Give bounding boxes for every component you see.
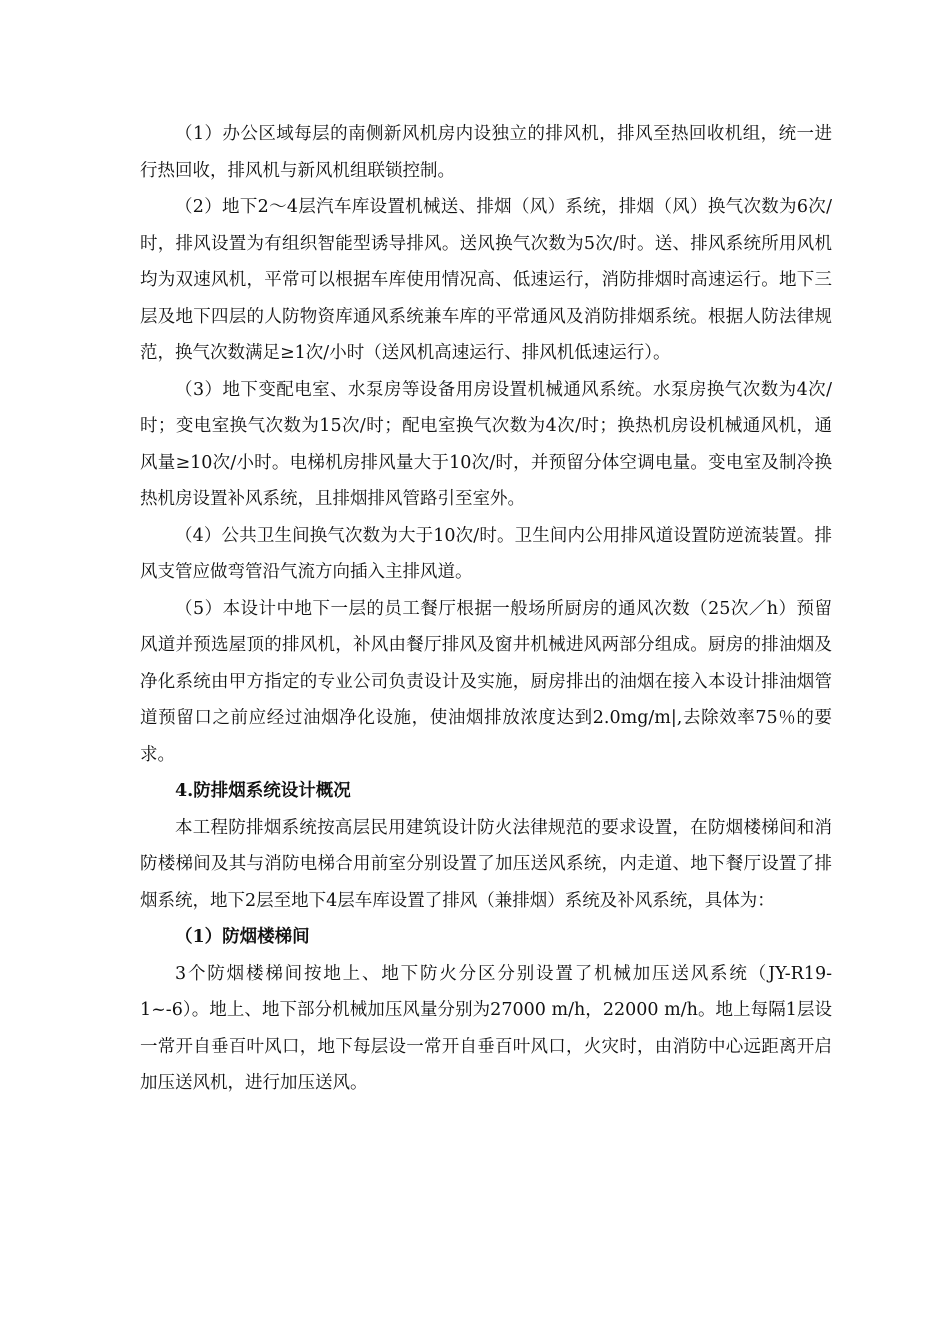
section-heading-smoke-control: 4.防排烟系统设计概况 xyxy=(175,781,351,801)
paragraph-equipment-rooms: （3）地下变配电室、水泵房等设备用房设置机械通风系统。水泵房换气次数为4次/时；变电室换气次数为15次/时；配电室换气次数为4次/时；换热机房设机械通风机，通风量≥10次/小时。电梯机房排风量大于10次/时，并预留分体空调电量。变电室及制冷换热机房设置补风系统，且排烟排风管路引至室外。 xyxy=(140,379,832,509)
paragraph-staff-canteen: （5）本设计中地下一层的员工餐厅根据一般场所厨房的通风次数（25次／h）预留风道并预选屋顶的排风机，补风由餐厅排风及窗井机械进风两部分组成。厨房的排油烟及净化系统由甲方指定的专业公司负责设计及实施，厨房排出的油烟在接入本设计排油烟管道预留口之前应经过油烟净化设施，使油烟排放浓度达到2.0mg/m|,去除效率75％的要求。 xyxy=(140,598,832,765)
subheading-smoke-stairwell: （1）防烟楼梯间 xyxy=(175,927,310,947)
paragraph-garage-ventilation: （2）地下2～4层汽车库设置机械送、排烟（风）系统，排烟（风）换气次数为6次/时，排风设置为有组织智能型诱导排风。送风换气次数为5次/时。送、排风系统所用风机均为双速风机，平常可以根据车库使用情况高、低速运行，消防排烟时高速运行。地下三层及地下四层的人防物资库通风系统兼车库的平常通风及消防排烟系统。根据人防法律规范，换气次数满足≥1次/小时（送风机高速运行、排风机低速运行）。 xyxy=(140,197,832,363)
paragraph-stairwell-pressurization: 3个防烟楼梯间按地上、地下防火分区分别设置了机械加压送风系统（JY-R19-1~-6）。地上、地下部分机械加压风量分别为27000 m/h，22000 m/h。地上每隔1层设一常开自垂百叶风口，地下每层设一常开自垂百叶风口，火灾时，由消防中心远距离开启加压送风机，进行加压送风。 xyxy=(140,963,832,1093)
paragraph-office-exhaust: （1）办公区域每层的南侧新风机房内设独立的排风机，排风至热回收机组，统一进行热回收，排风机与新风机组联锁控制。 xyxy=(140,124,832,181)
document-body xyxy=(140,116,832,1102)
paragraph-smoke-control-overview: 本工程防排烟系统按高层民用建筑设计防火法律规范的要求设置，在防烟楼梯间和消防楼梯间及其与消防电梯合用前室分别设置了加压送风系统，内走道、地下餐厅设置了排烟系统，地下2层至地下4层车库设置了排风（兼排烟）系统及补风系统，具体为： xyxy=(140,817,832,911)
paragraph-public-toilets: （4）公共卫生间换气次数为大于10次/时。卫生间内公用排风道设置防逆流装置。排风支管应做弯管沿气流方向插入主排风道。 xyxy=(140,525,832,582)
